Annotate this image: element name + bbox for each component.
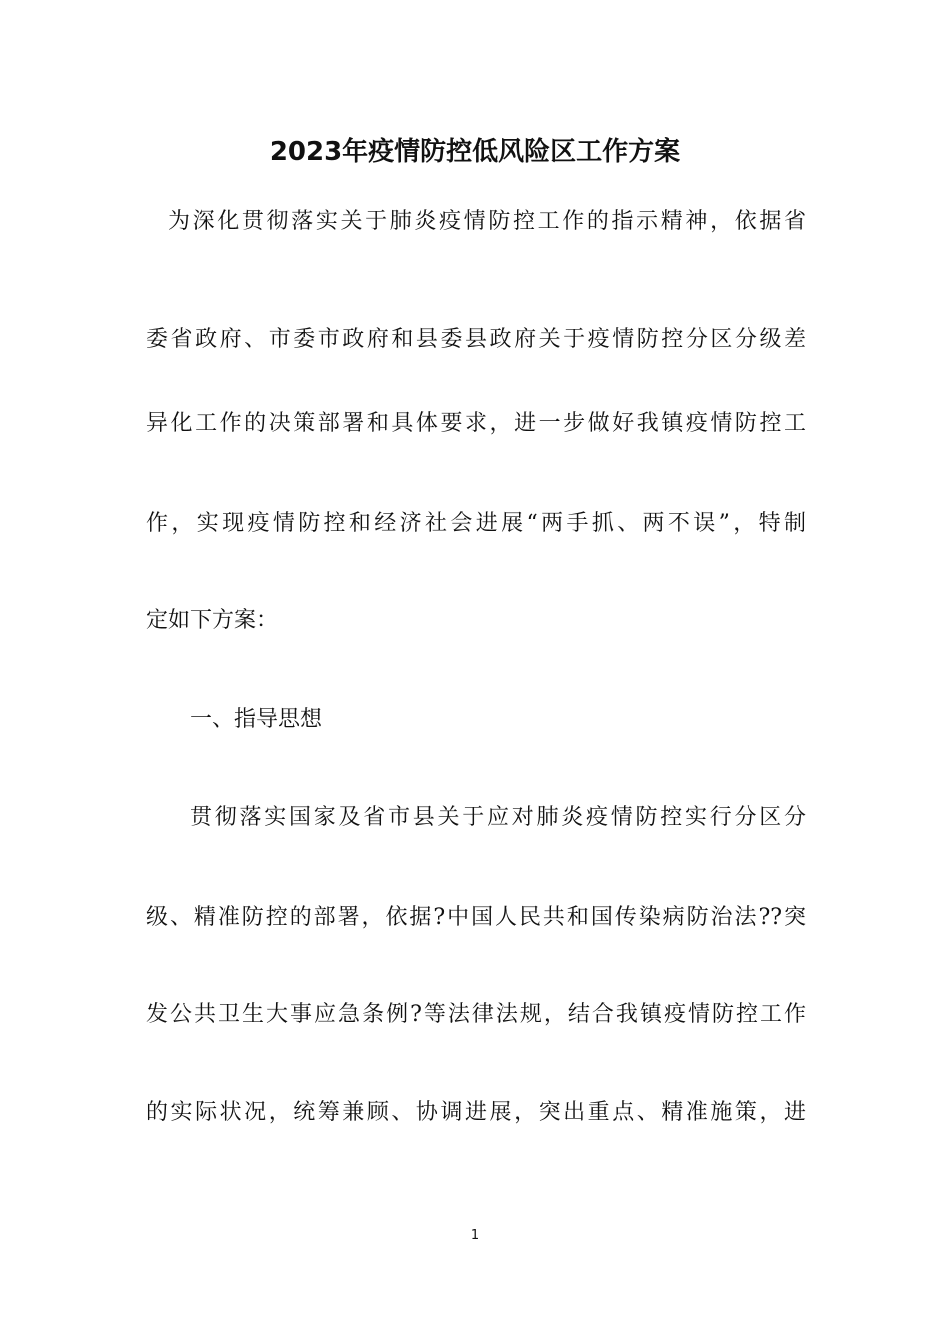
paragraph-line: 发公共卫生大事应急条例?等法律法规，结合我镇疫情防控工作 (146, 1002, 806, 1027)
paragraph-line: 定如下方案： (146, 608, 279, 633)
paragraph-line: 为深化贯彻落实关于肺炎疫情防控工作的指示精神，依据省 (168, 209, 806, 234)
paragraph-line: 贯彻落实国家及省市县关于应对肺炎疫情防控实行分区分 (190, 805, 806, 830)
document-title: 2023年疫情防控低风险区工作方案 (269, 137, 681, 167)
paragraph-line: 异化工作的决策部署和具体要求，进一步做好我镇疫情防控工 (146, 411, 806, 436)
section-heading: 一、指导思想 (190, 707, 323, 732)
paragraph-line: 委省政府、市委市政府和县委县政府关于疫情防控分区分级差 (146, 327, 806, 352)
paragraph-line: 级、精准防控的部署，依据?中国人民共和国传染病防治法??突 (146, 905, 806, 930)
page-number: 1 (470, 1228, 480, 1243)
paragraph-line: 作，实现疫情防控和经济社会进展“两手抓、两不误”，特制 (146, 511, 806, 536)
paragraph-line: 的实际状况，统筹兼顾、协调进展，突出重点、精准施策，进 (146, 1100, 806, 1125)
